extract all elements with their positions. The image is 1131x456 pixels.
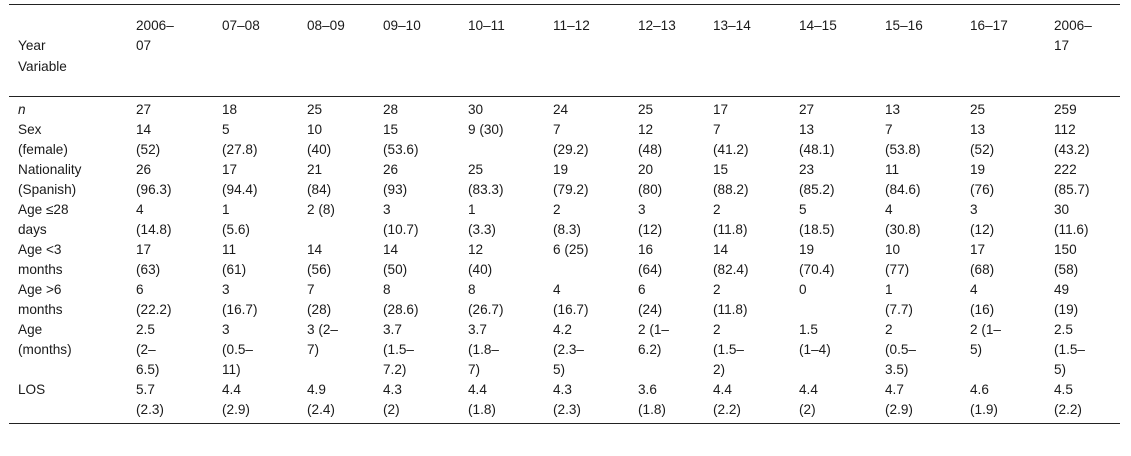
row-label: Age ≤28 days	[18, 202, 69, 237]
table-cell: 2 (1.5– 2)	[713, 322, 744, 377]
table-cell: 25	[638, 102, 654, 117]
table-cell: 1 (5.6)	[222, 202, 250, 237]
table-cell: 21 (84)	[307, 162, 332, 197]
row-label: Age (months)	[18, 322, 72, 357]
table-cell: 259	[1054, 102, 1077, 117]
table-cell: 14 (56)	[307, 242, 332, 277]
table-cell: 13 (52)	[970, 122, 995, 157]
table-row	[9, 320, 1120, 380]
table-cell: 4.9 (2.4)	[307, 382, 335, 417]
table-cell: 2 (8)	[307, 202, 335, 217]
table-cell: 222 (85.7)	[1054, 162, 1090, 197]
table-cell: 12 (40)	[468, 242, 493, 277]
table-cell: 27	[799, 102, 815, 117]
table-cell: 11 (61)	[222, 242, 247, 277]
table-cell: 1.5 (1–4)	[799, 322, 831, 357]
table-cell: 26 (93)	[383, 162, 408, 197]
table-cell: 4 (16)	[970, 282, 995, 317]
table-cell: 30	[468, 102, 484, 117]
table-cell: 17 (68)	[970, 242, 995, 277]
header-year-variable-cell	[9, 5, 127, 97]
table-cell: 19 (70.4)	[799, 242, 835, 277]
header-row	[9, 5, 1120, 97]
table-cell: 25	[970, 102, 986, 117]
table-cell: 3 (0.5– 11)	[222, 322, 253, 377]
table-cell: 4.7 (2.9)	[885, 382, 913, 417]
table-cell: 30 (11.6)	[1054, 202, 1089, 237]
table-cell: 6 (22.2)	[136, 282, 172, 317]
table-cell: 2 (0.5– 3.5)	[885, 322, 916, 377]
table-cell: 18	[222, 102, 238, 117]
variable-header-label: Variable	[18, 59, 67, 74]
table-cell: 14 (50)	[383, 242, 408, 277]
table-cell: 27	[136, 102, 152, 117]
table-cell: 4 (16.7)	[553, 282, 589, 317]
table-cell: 3 (2– 7)	[307, 322, 338, 357]
table-cell: 2 (1– 5)	[970, 322, 1001, 357]
table-cell: 4 (30.8)	[885, 202, 921, 237]
table-cell: 4.6 (1.9)	[970, 382, 998, 417]
table-cell: 3 (16.7)	[222, 282, 258, 317]
column-header: 15–16	[885, 18, 923, 33]
table-cell: 4 (14.8)	[136, 202, 172, 237]
table-row	[9, 380, 1120, 424]
column-header: 13–14	[713, 18, 751, 33]
data-table	[9, 4, 1120, 424]
row-label: LOS	[18, 382, 46, 397]
table-cell: 7 (29.2)	[553, 122, 589, 157]
table-row	[9, 280, 1120, 320]
table-cell: 12 (48)	[638, 122, 663, 157]
table-cell: 17 (63)	[136, 242, 161, 277]
table-cell: 5 (18.5)	[799, 202, 835, 237]
table-cell: 49 (19)	[1054, 282, 1079, 317]
table-cell: 1 (3.3)	[468, 202, 496, 237]
table-cell: 2.5 (2– 6.5)	[136, 322, 160, 377]
table-cell: 7 (41.2)	[713, 122, 749, 157]
table-cell: 19 (76)	[970, 162, 995, 197]
table-cell: 2.5 (1.5– 5)	[1054, 322, 1085, 377]
table-cell: 17	[713, 102, 729, 117]
table-body	[9, 97, 1120, 424]
table-cell: 4.2 (2.3– 5)	[553, 322, 584, 377]
table-cell: 5 (27.8)	[222, 122, 258, 157]
table-cell: 6 (25)	[553, 242, 589, 257]
table-row	[9, 120, 1120, 160]
row-label: Age >6 months	[18, 282, 63, 317]
table-cell: 8 (28.6)	[383, 282, 419, 317]
table-cell: 13 (48.1)	[799, 122, 835, 157]
table-row	[9, 97, 1120, 121]
row-label: Sex (female)	[18, 122, 68, 157]
row-label: Nationality (Spanish)	[18, 162, 82, 197]
table-cell: 2 (11.8)	[713, 282, 748, 317]
table-cell: 2 (8.3)	[553, 202, 581, 237]
table-cell: 11 (84.6)	[885, 162, 921, 197]
table-cell: 25 (83.3)	[468, 162, 504, 197]
table-cell: 3 (12)	[638, 202, 663, 237]
table-row	[9, 200, 1120, 240]
table-row	[9, 160, 1120, 200]
table-cell: 6 (24)	[638, 282, 663, 317]
table-row	[9, 240, 1120, 280]
table-cell: 20 (80)	[638, 162, 663, 197]
table-cell: 4.4 (2.2)	[713, 382, 741, 417]
table-cell: 28	[383, 102, 399, 117]
table-cell: 24	[553, 102, 569, 117]
column-header: 08–09	[307, 18, 345, 33]
table-cell: 13	[885, 102, 901, 117]
table-cell: 26 (96.3)	[136, 162, 172, 197]
table-cell: 4.3 (2.3)	[553, 382, 581, 417]
column-header: 2006– 07	[136, 18, 174, 53]
table-cell: 25	[307, 102, 323, 117]
table-cell: 5.7 (2.3)	[136, 382, 164, 417]
column-header: 11–12	[553, 18, 590, 33]
table-cell: 14 (82.4)	[713, 242, 749, 277]
table-cell: 15 (53.6)	[383, 122, 419, 157]
table-cell: 9 (30)	[468, 122, 504, 137]
table-cell: 4.4 (1.8)	[468, 382, 496, 417]
column-header: 07–08	[222, 18, 260, 33]
column-header: 12–13	[638, 18, 676, 33]
table-cell: 14 (52)	[136, 122, 161, 157]
table-cell: 4.4 (2)	[799, 382, 818, 417]
table-cell: 3.6 (1.8)	[638, 382, 666, 417]
table-cell: 4.3 (2)	[383, 382, 402, 417]
column-header: 16–17	[970, 18, 1008, 33]
column-header: 2006– 17	[1054, 18, 1092, 53]
table-cell: 7 (53.8)	[885, 122, 921, 157]
column-header: 10–11	[468, 18, 505, 33]
table-cell: 17 (94.4)	[222, 162, 258, 197]
table-cell: 1 (7.7)	[885, 282, 913, 317]
table-cell: 7 (28)	[307, 282, 332, 317]
table-cell: 10 (40)	[307, 122, 332, 157]
table-cell: 112 (43.2)	[1054, 122, 1090, 157]
table-cell: 3 (10.7)	[383, 202, 419, 237]
table-cell: 150 (58)	[1054, 242, 1079, 277]
column-header: 14–15	[799, 18, 837, 33]
table-cell: 2 (1– 6.2)	[638, 322, 669, 357]
table-cell: 19 (79.2)	[553, 162, 589, 197]
table-cell: 3.7 (1.5– 7.2)	[383, 322, 414, 377]
table-cell: 0	[799, 282, 807, 297]
year-header-label: Year	[18, 38, 46, 53]
table-cell: 23 (85.2)	[799, 162, 835, 197]
table-cell: 4.5 (2.2)	[1054, 382, 1082, 417]
table-cell: 15 (88.2)	[713, 162, 749, 197]
table-cell: 16 (64)	[638, 242, 663, 277]
table-cell: 10 (77)	[885, 242, 910, 277]
row-label: Age <3 months	[18, 242, 63, 277]
table-cell: 3 (12)	[970, 202, 995, 237]
column-header: 09–10	[383, 18, 421, 33]
table-cell: 8 (26.7)	[468, 282, 504, 317]
row-label: n	[18, 102, 26, 117]
table-cell: 3.7 (1.8– 7)	[468, 322, 499, 377]
table-cell: 4.4 (2.9)	[222, 382, 250, 417]
table-cell: 2 (11.8)	[713, 202, 748, 237]
